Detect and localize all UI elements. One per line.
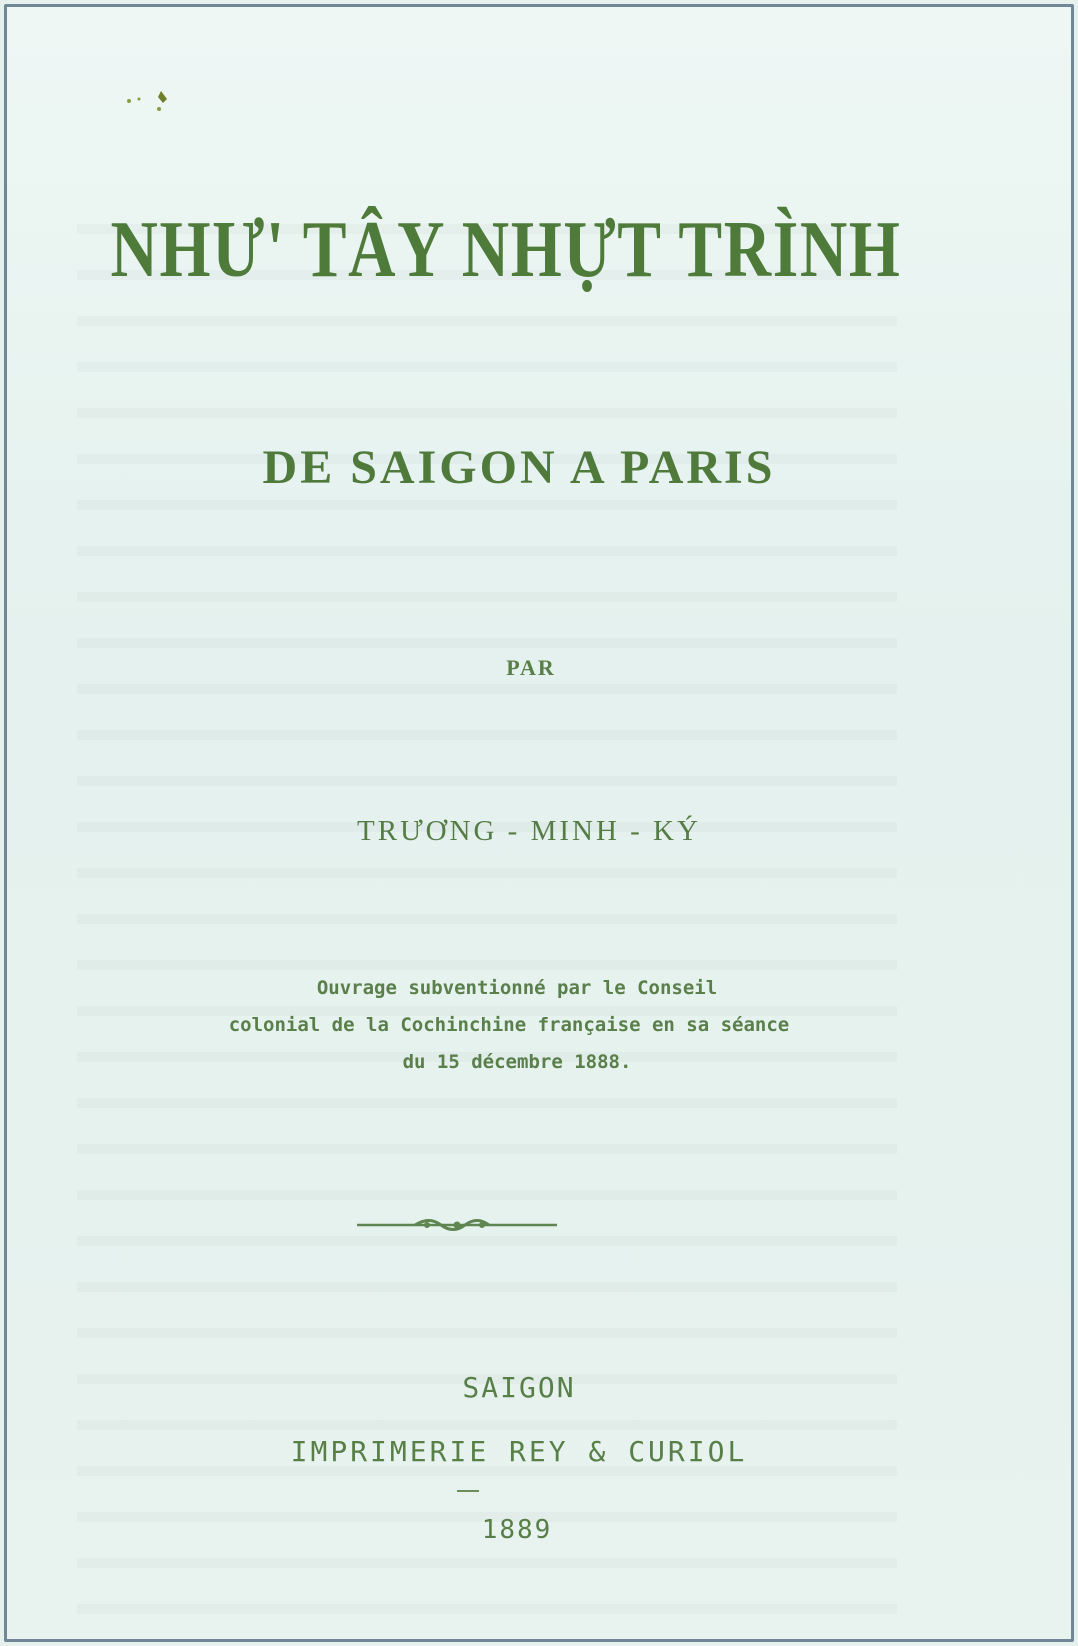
- book-subtitle: DE SAIGON A PARIS: [262, 441, 776, 494]
- title-page: [4, 4, 1074, 1642]
- subsidy-note-line-1: Ouvrage subventionné par le Conseil: [316, 977, 718, 999]
- ink-specks: [125, 87, 185, 117]
- printer-name: IMPRIMERIE REY & CURIOL: [290, 1435, 748, 1468]
- ornamental-rule: [357, 1218, 557, 1232]
- subsidy-note-line-2: colonial de la Cochinchine française en sa séance: [228, 1014, 790, 1036]
- book-title: NHƯ' TÂY NHỰT TRÌNH: [110, 206, 902, 294]
- publication-year: 1889: [481, 1515, 553, 1545]
- subsidy-note-line-3: du 15 décembre 1888.: [402, 1051, 632, 1073]
- author-name: TRƯƠNG - MINH - KÝ: [357, 815, 701, 847]
- separator-dash: [457, 1490, 479, 1492]
- publication-city: SAIGON: [462, 1371, 576, 1404]
- by-label: PAR: [506, 655, 556, 680]
